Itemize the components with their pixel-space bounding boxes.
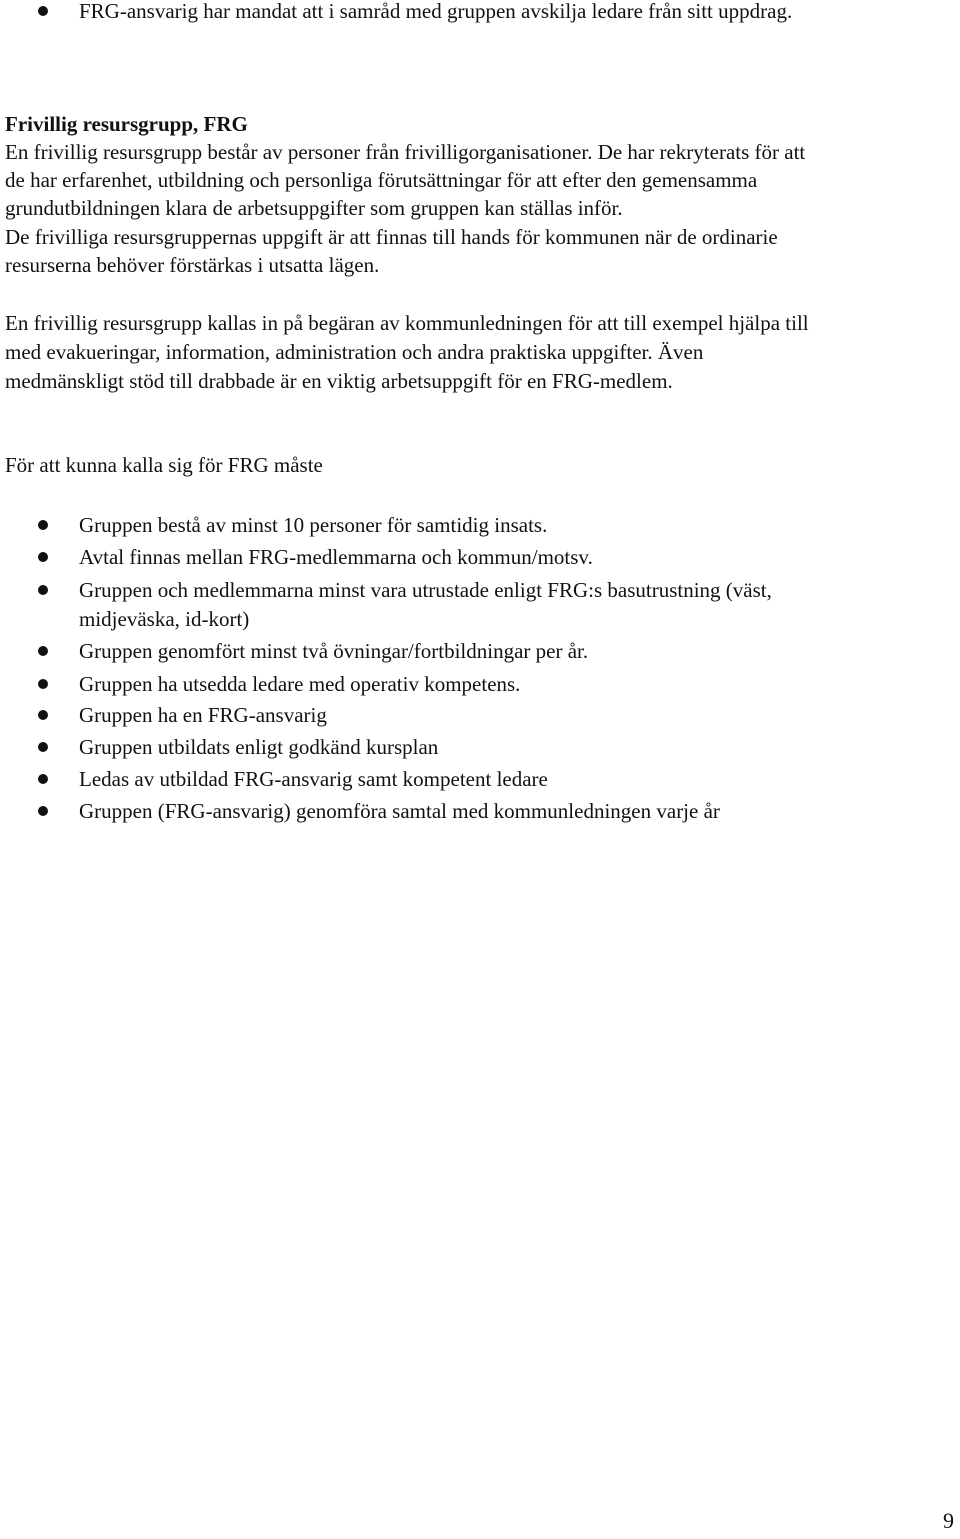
list-item-text: Gruppen ha utsedda ledare med operativ kompetens. <box>79 672 521 696</box>
list-item <box>38 576 772 604</box>
paragraph-line: En frivillig resursgrupp består av personer från frivilligorganisationer. De har rekryterats för att <box>5 140 806 164</box>
paragraph-line: med evakueringar, information, administration och andra praktiska uppgifter. Även <box>5 340 704 364</box>
list-item <box>38 765 548 793</box>
bullet-icon <box>38 806 48 816</box>
page-number: 9 <box>943 1508 954 1533</box>
paragraph-line: medmänskligt stöd till drabbade är en viktig arbetsuppgift för en FRG-medlem. <box>5 369 673 393</box>
list-item <box>38 543 593 571</box>
bullet-icon <box>38 774 48 784</box>
paragraph-line: En frivillig resursgrupp kallas in på begäran av kommunledningen för att till exempel hjälpa till <box>5 311 809 335</box>
bullet-icon <box>38 520 48 530</box>
list-item <box>38 733 438 761</box>
bullet-icon <box>38 585 48 595</box>
bullet-icon <box>38 710 48 720</box>
requirements-intro: För att kunna kalla sig för FRG måste <box>5 453 323 477</box>
bullet-icon <box>38 742 48 752</box>
bullet-icon <box>38 679 48 689</box>
list-item <box>38 670 520 698</box>
list-item <box>38 797 720 825</box>
list-item-text: Gruppen (FRG-ansvarig) genomföra samtal med kommunledningen varje år <box>79 799 720 823</box>
list-item-text: midjeväska, id-kort) <box>79 607 250 631</box>
list-item-text: Avtal finnas mellan FRG-medlemmarna och kommun/motsv. <box>79 545 593 569</box>
list-item-text: Gruppen utbildats enligt godkänd kursplan <box>79 735 439 759</box>
section-heading: Frivillig resursgrupp, FRG <box>5 112 248 136</box>
list-item-text: Gruppen genomfört minst två övningar/fortbildningar per år. <box>79 639 589 663</box>
bullet-icon <box>38 6 48 16</box>
bullet-icon <box>38 552 48 562</box>
list-item-text: FRG-ansvarig har mandat att i samråd med gruppen avskilja ledare från sitt uppdrag. <box>79 0 793 23</box>
list-item <box>38 511 547 539</box>
paragraph-line: De frivilliga resursgruppernas uppgift är att finnas till hands för kommunen när de ordinarie <box>5 225 778 249</box>
list-item-text: Gruppen ha en FRG-ansvarig <box>79 703 327 727</box>
list-item-text: Ledas av utbildad FRG-ansvarig samt kompetent ledare <box>79 767 548 791</box>
list-item <box>38 637 588 665</box>
list-item <box>38 0 792 25</box>
list-item-continuation <box>79 605 249 633</box>
list-item-text: Gruppen bestå av minst 10 personer för samtidig insats. <box>79 513 548 537</box>
paragraph-line: de har erfarenhet, utbildning och personliga förutsättningar för att efter den gemensamma <box>5 168 758 192</box>
paragraph-line: grundutbildningen klara de arbetsuppgifter som gruppen kan ställas inför. <box>5 196 623 220</box>
list-item-text: Gruppen och medlemmarna minst vara utrustade enligt FRG:s basutrustning (väst, <box>79 578 772 602</box>
bullet-icon <box>38 646 48 656</box>
list-item <box>38 701 327 729</box>
paragraph-line: resurserna behöver förstärkas i utsatta lägen. <box>5 253 380 277</box>
